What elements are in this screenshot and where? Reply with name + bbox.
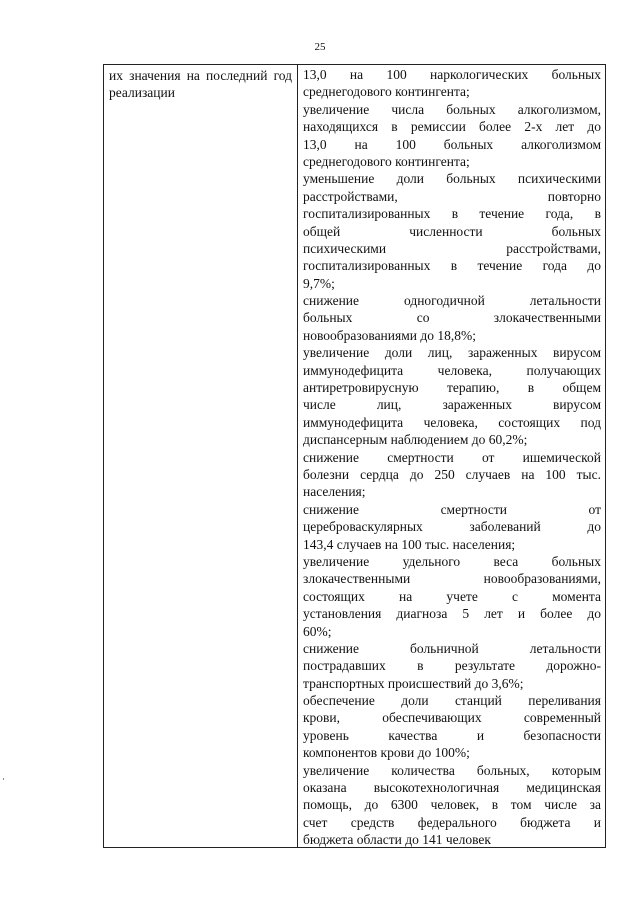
text-line: 60%; — [303, 623, 332, 639]
text-line: числе лиц, зараженных вирусом — [303, 397, 601, 413]
text-line: оказана высокотехнологичная медицинская — [303, 780, 601, 796]
indicators-table — [103, 64, 606, 848]
text-line: установления диагноза 5 лет и более до — [303, 606, 601, 622]
text-line: иммунодефицита человека, получающих — [303, 362, 601, 378]
text-line: снижение смертности от ишемической — [303, 449, 601, 465]
text-line: 13,0 на 100 наркологических больных — [303, 67, 601, 82]
page-number: 25 — [314, 41, 326, 53]
text-line: среднегодового контингента; — [303, 153, 470, 169]
text-line: новообразованиями до 18,8%; — [303, 327, 476, 343]
text-line: населения; — [303, 484, 366, 500]
text-line: злокачественными новообразованиями, — [303, 571, 601, 587]
text-line: увеличение числа больных алкоголизмом, — [303, 101, 601, 117]
text-line: госпитализированных в течение года, в — [303, 206, 601, 222]
text-line: бюджета области до 141 человек — [303, 832, 491, 848]
text-line: уменьшение доли больных психическими — [303, 171, 601, 187]
text-line: 143,4 случаев на 100 тыс. населения; — [303, 536, 516, 552]
text-line: цереброваскулярных заболеваний до — [303, 519, 601, 535]
text-line: счет средств федерального бюджета и — [303, 814, 601, 830]
text-line: снижение одногодичной летальности — [303, 293, 601, 309]
table-cell-label: их значения на последний год реализации — [104, 65, 298, 847]
text-line: пострадавших в результате дорожно- — [303, 658, 601, 674]
text-line: среднегодового контингента; — [303, 84, 470, 100]
text-line: увеличение количества больных, которым — [303, 762, 601, 778]
text-line: компонентов крови до 100%; — [303, 745, 470, 761]
text-line: антиретровирусную терапию, в общем — [303, 380, 601, 396]
text-line: 13,0 на 100 больных алкоголизмом — [303, 136, 601, 152]
text-line: состоящих на учете с момента — [303, 588, 601, 604]
text-line: увеличение удельного веса больных — [303, 553, 601, 569]
text-line: снижение смертности от — [303, 501, 601, 517]
text-line: расстройствами, повторно — [303, 188, 601, 204]
text-line: госпитализированных в течение года до — [303, 258, 601, 274]
text-line: крови, обеспечивающих современный — [303, 710, 601, 726]
text-line: увеличение доли лиц, зараженных вирусом — [303, 345, 601, 361]
text-line: болезни сердца до 250 случаев на 100 тыс. — [303, 466, 601, 482]
text-line: общей численности больных — [303, 223, 601, 239]
text-line: обеспечение доли станций переливания — [303, 693, 601, 709]
text-line: психическими расстройствами, — [303, 240, 601, 256]
text-line: снижение больничной летальности — [303, 640, 601, 656]
scan-artifact — [3, 778, 4, 780]
text-line: находящихся в ремиссии более 2-х лет до — [303, 119, 601, 135]
text-line: больных со злокачественными — [303, 310, 601, 326]
text-line: уровень качества и безопасности — [303, 727, 601, 743]
text-line: иммунодефицита человека, состоящих под — [303, 414, 601, 430]
table-cell-values — [298, 65, 605, 847]
text-line: диспансерным наблюдением до 60,2%; — [303, 432, 528, 448]
text-line: 9,7%; — [303, 275, 335, 291]
text-line: помощь, до 6300 человек, в том числе за — [303, 797, 601, 813]
text-line: транспортных происшествий до 3,6%; — [303, 675, 524, 691]
